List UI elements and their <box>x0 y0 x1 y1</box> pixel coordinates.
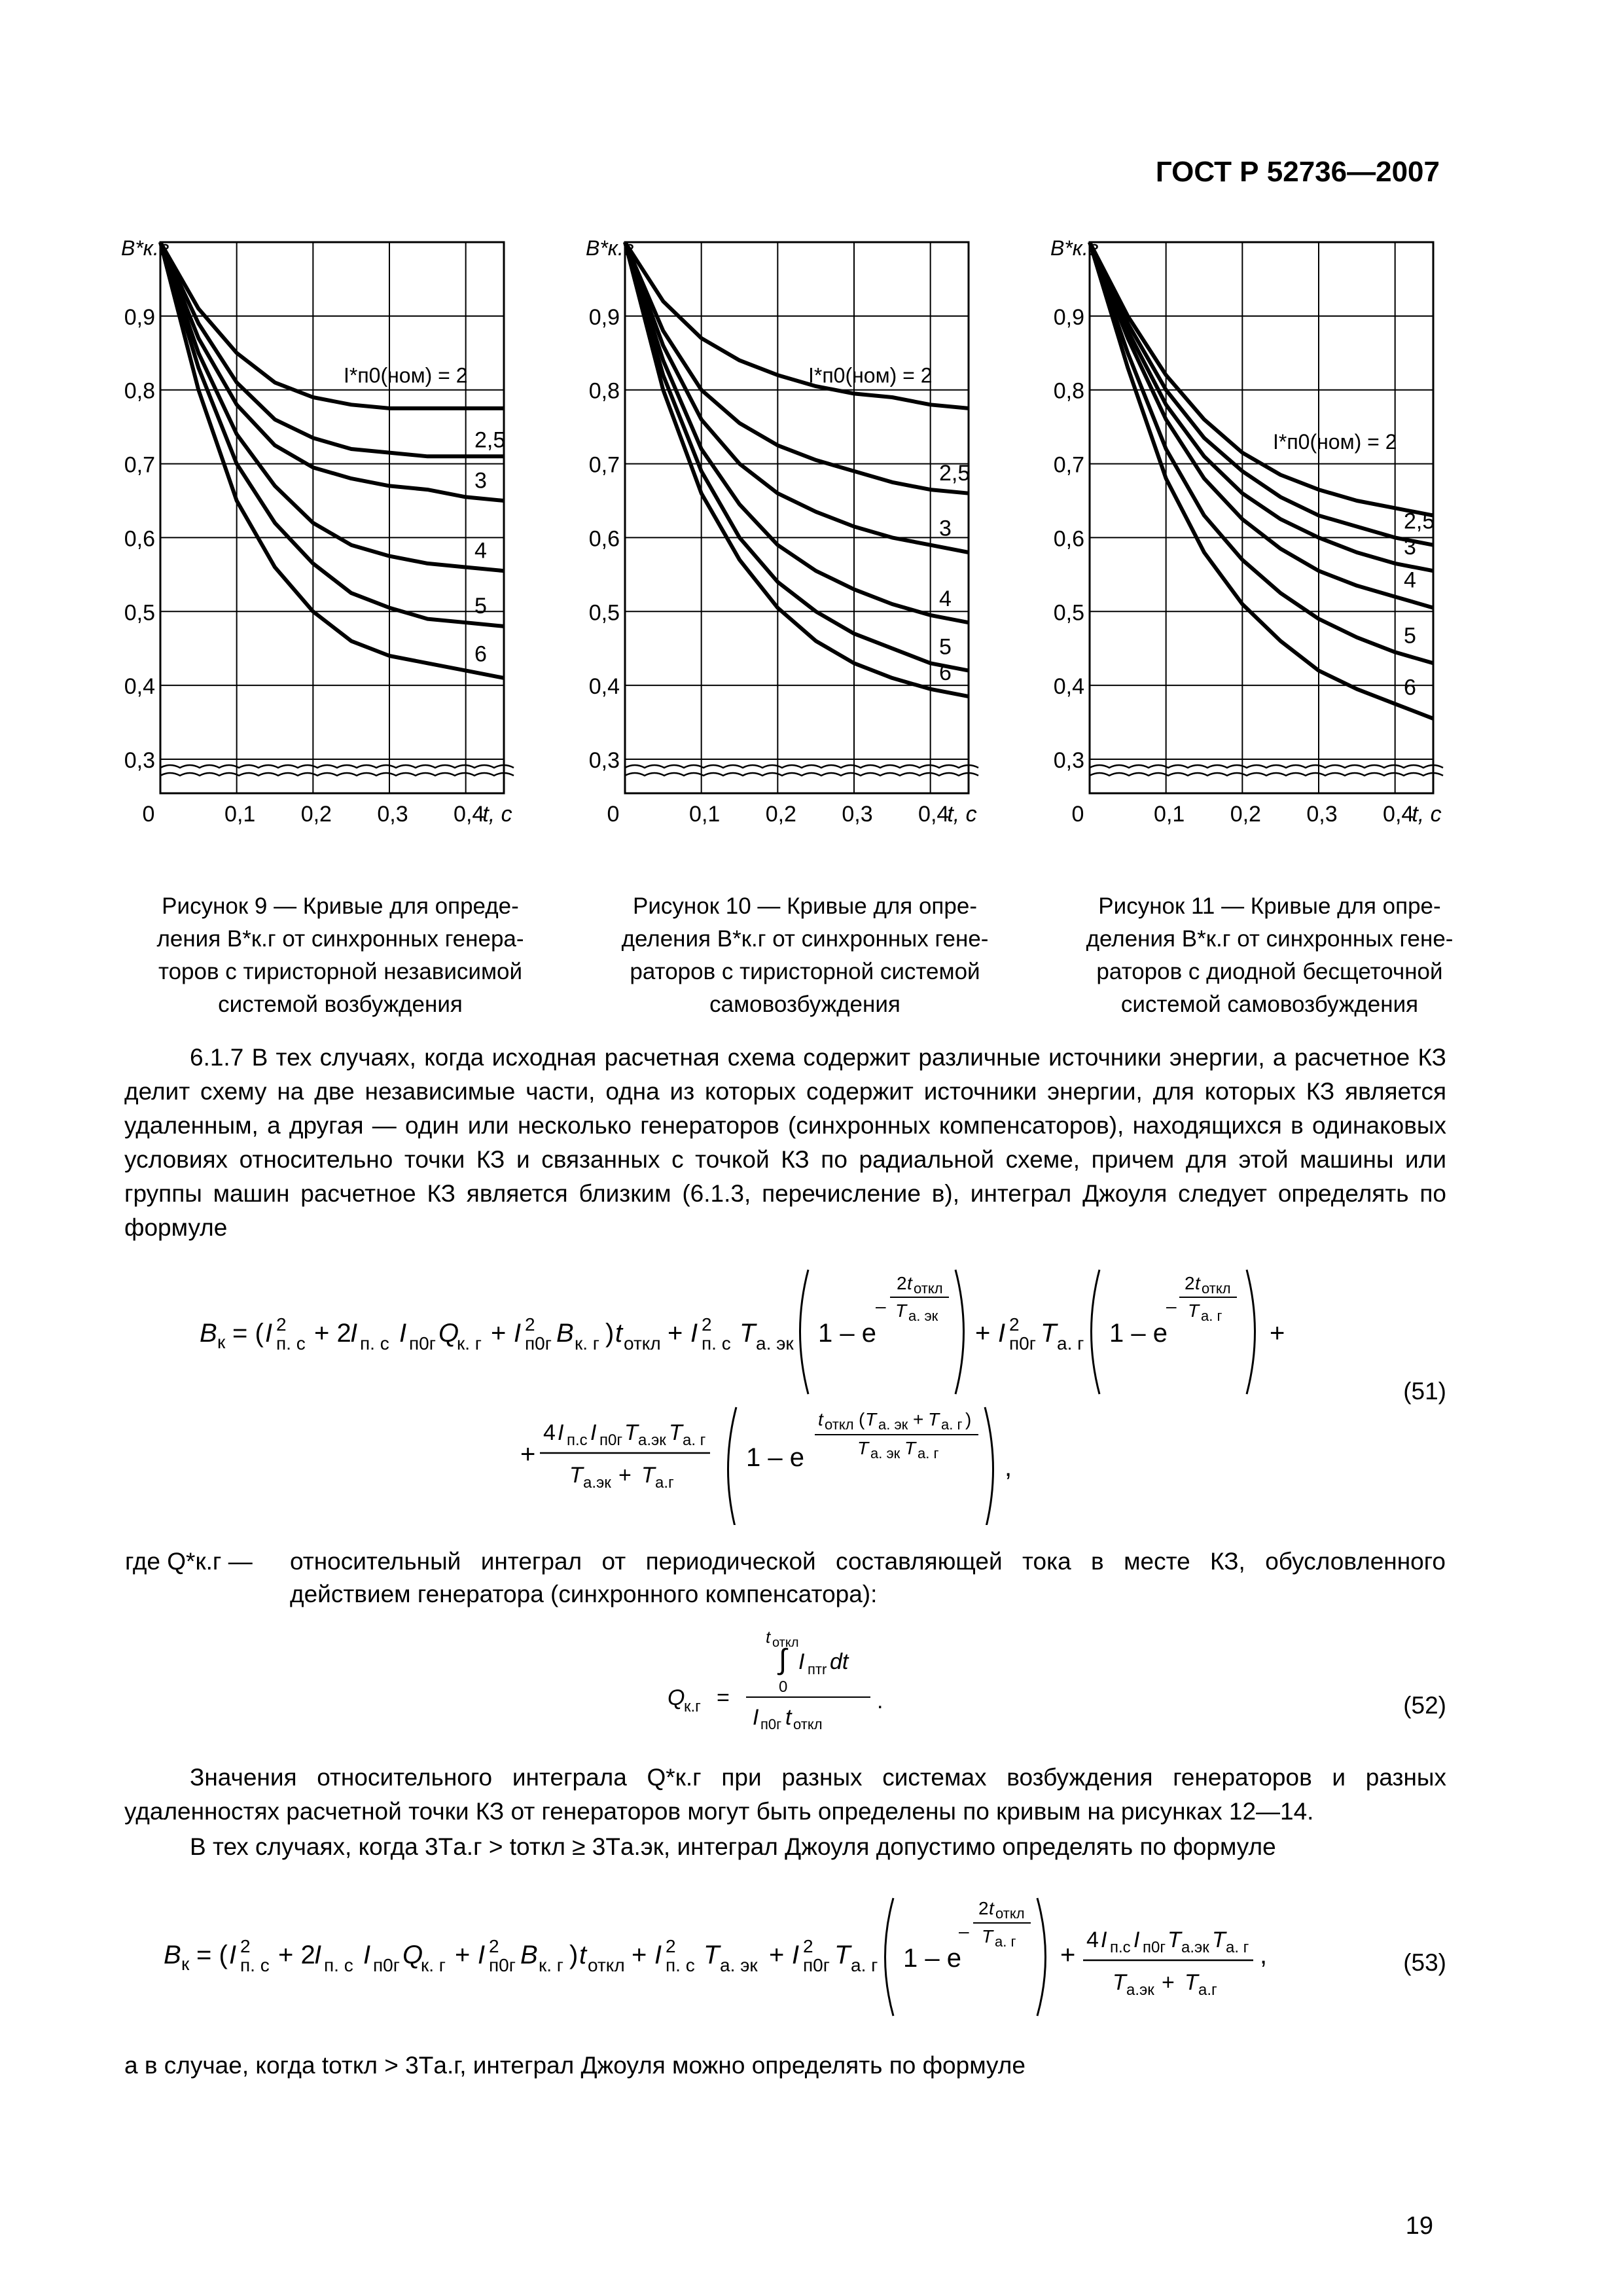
svg-text:п.с: п.с <box>567 1431 588 1449</box>
svg-text:∫: ∫ <box>779 1643 787 1676</box>
svg-text:.: . <box>877 1689 883 1713</box>
svg-text:к. г: к. г <box>539 1955 564 1975</box>
svg-text:к. г: к. г <box>457 1333 482 1354</box>
parameter-label: I*п0(ном) = 2 <box>1273 430 1397 454</box>
y-tick-label: 0,7 <box>124 452 155 478</box>
svg-text:а.эк: а.эк <box>1181 1939 1209 1956</box>
svg-text:T: T <box>928 1409 940 1429</box>
svg-text:а. г: а. г <box>918 1445 939 1462</box>
axis-break <box>625 765 978 768</box>
axis-break <box>160 773 514 776</box>
curve-label: 6 <box>474 641 487 667</box>
svg-text:t: t <box>766 1627 771 1647</box>
caption-line: самовозбуждения <box>709 992 901 1017</box>
y-tick-label: 0,4 <box>124 674 155 700</box>
figure-10-chart <box>573 223 1024 857</box>
svg-text:4: 4 <box>1086 1928 1099 1952</box>
svg-text:T: T <box>857 1438 869 1458</box>
page-number: 19 <box>1405 2212 1433 2240</box>
curve-series-4 <box>625 242 969 622</box>
svg-text:T: T <box>834 1941 851 1969</box>
curve-label: 5 <box>939 634 952 660</box>
svg-text:2: 2 <box>897 1273 907 1293</box>
svg-text:T: T <box>624 1420 638 1445</box>
svg-text:Q: Q <box>438 1319 459 1348</box>
svg-text:I: I <box>350 1319 358 1348</box>
where-text: относительный интеграл от периодической составляющей тока в месте КЗ, обусловленного действием генератора (синхронного компенсатора): <box>290 1548 1446 1607</box>
svg-text:п0г: п0г <box>525 1333 552 1354</box>
plot-frame <box>625 242 969 793</box>
svg-text:+: + <box>769 1941 785 1969</box>
svg-text:а. эк: а. эк <box>908 1308 938 1324</box>
svg-text:t: t <box>579 1941 587 1969</box>
svg-text:dt: dt <box>830 1649 849 1674</box>
svg-text:I: I <box>229 1941 237 1969</box>
svg-text:откл: откл <box>624 1333 661 1354</box>
standard-code: ГОСТ Р 52736—2007 <box>1155 156 1440 188</box>
y-tick-label: 0,9 <box>124 304 155 330</box>
svg-text:+: + <box>1060 1941 1076 1969</box>
x-tick-label: 0,2 <box>765 802 796 827</box>
svg-text:T: T <box>1188 1300 1200 1321</box>
svg-text:п0г: п0г <box>599 1431 623 1449</box>
svg-text:Q: Q <box>668 1685 685 1710</box>
equation-number-53: (53) <box>1403 1949 1446 1976</box>
svg-text:= (: = ( <box>232 1319 264 1348</box>
x-tick-label: 0,1 <box>1154 802 1185 827</box>
svg-text:к. г: к. г <box>575 1333 600 1354</box>
svg-text:а. эк: а. эк <box>720 1955 758 1975</box>
svg-text:откл: откл <box>995 1905 1025 1922</box>
x-tick-label: 0 <box>607 802 620 827</box>
svg-text:а. г: а. г <box>683 1431 706 1449</box>
curve-label: 3 <box>474 468 487 493</box>
caption-line: деления B*к.г от синхронных гене- <box>621 926 989 952</box>
parameter-label: I*п0(ном) = 2 <box>344 363 468 387</box>
svg-text:2: 2 <box>702 1314 712 1335</box>
y-tick-label: 0,6 <box>588 526 620 552</box>
svg-text:п. с: п. с <box>240 1955 270 1975</box>
svg-text:откл: откл <box>793 1716 823 1732</box>
svg-text:+: + <box>1270 1319 1285 1348</box>
equation-number-52: (52) <box>1403 1692 1446 1719</box>
y-tick-label: 0,8 <box>124 378 155 404</box>
svg-text:откл: откл <box>1202 1280 1231 1297</box>
curve-series-3 <box>625 242 969 552</box>
curve-label: 5 <box>1404 623 1416 649</box>
svg-text:а.г: а.г <box>655 1474 674 1492</box>
x-axis-label: t, с <box>1412 802 1442 827</box>
curve-series-6 <box>625 242 969 696</box>
svg-text:I: I <box>363 1941 371 1969</box>
svg-text:п. с: п. с <box>702 1333 731 1354</box>
svg-text:1 – e: 1 – e <box>818 1319 876 1348</box>
caption-line: раторов с тиристорной системой <box>630 959 980 984</box>
svg-text:+: + <box>520 1440 536 1469</box>
svg-text:п0г: п0г <box>489 1955 516 1975</box>
svg-text:T: T <box>1113 1970 1126 1995</box>
x-axis-label: t, с <box>482 802 512 827</box>
svg-text:T: T <box>865 1409 877 1429</box>
svg-text:а. эк: а. эк <box>870 1445 901 1462</box>
paragraph-6-1-7: 6.1.7 В тех случаях, когда исходная расчетная схема содержит различные источники энергии, а расчетное КЗ делит схему на две независимые части, одна из которых содержит источники энергии, для которых КЗ является удаленным, а другая — один или несколько генераторов (синхронных компенсаторов), находящихся в одинаковых условиях относительно точки КЗ и связанных с точкой КЗ по радиальной схеме, причем для этой машины или группы машин расчетное КЗ является близким (6.1.3, перечисление в), интеграл Джоуля следует определять по формуле <box>124 1044 1446 1241</box>
svg-text:1 – e: 1 – e <box>746 1443 804 1472</box>
svg-text:откл: откл <box>914 1280 943 1297</box>
svg-text:+: + <box>668 1319 683 1348</box>
y-tick-label: 0,3 <box>588 748 620 773</box>
svg-text:–: – <box>1166 1296 1177 1316</box>
curve-series-5 <box>625 242 969 671</box>
equation-number-51: (51) <box>1403 1378 1446 1405</box>
svg-text:п. с: п. с <box>360 1333 389 1354</box>
svg-text:2: 2 <box>1185 1273 1195 1293</box>
svg-text:а. г: а. г <box>941 1416 963 1433</box>
svg-text:откл: откл <box>825 1416 854 1433</box>
svg-text:+: + <box>455 1941 471 1969</box>
svg-text:I: I <box>514 1319 522 1348</box>
caption-line: системой самовозбуждения <box>1120 992 1419 1017</box>
curve-label: 2,5 <box>474 427 506 453</box>
svg-text:а. г: а. г <box>1226 1939 1249 1956</box>
axis-break <box>160 765 514 768</box>
x-tick-label: 0,4 <box>454 802 485 827</box>
svg-text:I: I <box>792 1941 800 1969</box>
caption-line: ления B*к.г от синхронных генера- <box>156 926 524 952</box>
y-tick-label: 0,4 <box>588 674 620 700</box>
svg-text:T: T <box>1168 1928 1181 1952</box>
y-tick-label: 0,3 <box>124 748 155 773</box>
svg-text:+: + <box>1162 1970 1175 1995</box>
plot-frame <box>1090 242 1433 793</box>
y-tick-label: 0,5 <box>588 600 620 626</box>
svg-text:а. эк: а. эк <box>756 1333 794 1354</box>
y-axis-label: B*к.г <box>586 236 634 260</box>
curve-series-2 <box>1090 242 1433 516</box>
y-axis-label: B*к.г <box>1050 236 1099 260</box>
y-tick-label: 0,9 <box>1053 304 1084 330</box>
svg-text:t: t <box>907 1273 912 1293</box>
svg-text:= (: = ( <box>196 1941 228 1969</box>
svg-text:п0г: п0г <box>409 1333 436 1354</box>
svg-text:п0г: п0г <box>1009 1333 1036 1354</box>
x-tick-label: 0,2 <box>300 802 332 827</box>
svg-text:I: I <box>753 1705 759 1730</box>
svg-text:2: 2 <box>803 1936 813 1956</box>
svg-text:п. с: п. с <box>276 1333 306 1354</box>
curve-label: 5 <box>474 594 487 619</box>
curve-label: 2,5 <box>1404 509 1435 534</box>
svg-text:,: , <box>1260 1941 1268 1969</box>
paragraph-last: а в случае, когда tоткл > 3Tа.г, интеграл Джоуля можно определять по формуле <box>124 2052 1026 2079</box>
curve-series-4 <box>1090 242 1433 608</box>
svg-text:T: T <box>1041 1319 1057 1348</box>
svg-text:I: I <box>590 1420 597 1445</box>
svg-text:п0г: п0г <box>373 1955 400 1975</box>
svg-text:t: t <box>818 1409 823 1429</box>
svg-text:+: + <box>632 1941 647 1969</box>
x-tick-label: 0 <box>1071 802 1084 827</box>
figure-11-chart <box>1037 223 1489 857</box>
svg-text:1 – e: 1 – e <box>903 1944 961 1973</box>
x-tick-label: 0,3 <box>842 802 873 827</box>
y-tick-label: 0,7 <box>1053 452 1084 478</box>
svg-text:а.эк: а.эк <box>1126 1981 1154 1999</box>
svg-text:t: t <box>785 1705 792 1730</box>
svg-text:B: B <box>164 1941 181 1969</box>
curve-label: 6 <box>939 660 952 685</box>
svg-text:(: ( <box>859 1409 865 1429</box>
svg-text:I: I <box>265 1319 273 1348</box>
parameter-label: I*п0(ном) = 2 <box>808 363 933 387</box>
y-tick-label: 0,3 <box>1053 748 1084 773</box>
where-clause <box>124 1545 1446 1611</box>
svg-text:+: + <box>913 1409 924 1429</box>
svg-text:2: 2 <box>525 1314 535 1335</box>
svg-text:B: B <box>520 1941 538 1969</box>
svg-text:а. г: а. г <box>851 1955 878 1975</box>
caption-line: Рисунок 10 — Кривые для опре- <box>633 893 977 919</box>
svg-text:T: T <box>704 1941 720 1969</box>
svg-text:T: T <box>669 1420 683 1445</box>
axis-break <box>1090 773 1443 776</box>
axis-break <box>625 773 978 776</box>
svg-text:2: 2 <box>978 1898 989 1918</box>
x-tick-label: 0 <box>142 802 155 827</box>
svg-text:T: T <box>904 1438 916 1458</box>
x-tick-label: 0,3 <box>1306 802 1338 827</box>
x-tick-label: 0,2 <box>1230 802 1261 827</box>
caption-line: деления B*к.г от синхронных гене- <box>1086 926 1454 952</box>
svg-text:к.г: к.г <box>684 1698 701 1715</box>
svg-text:+: + <box>491 1319 507 1348</box>
svg-text:t: t <box>615 1319 623 1348</box>
y-axis-label: B*к.г <box>121 236 169 260</box>
svg-text:t: t <box>1195 1273 1200 1293</box>
svg-text:0: 0 <box>779 1678 788 1696</box>
curve-series-6 <box>160 242 504 678</box>
paragraph-values: Значения относительного интеграла Q*к.г при разных системах возбуждения генераторов и разных удаленностях расчетной точки КЗ от генераторов могут быть определены по кривым на рисунках 12—14. <box>124 1764 1446 1825</box>
caption-line: Рисунок 9 — Кривые для опреде- <box>162 893 519 919</box>
svg-text:t: t <box>989 1898 994 1918</box>
svg-text:а. г: а. г <box>995 1933 1016 1950</box>
curve-label: 2,5 <box>939 461 971 486</box>
svg-text:4: 4 <box>543 1420 556 1445</box>
x-tick-label: 0,4 <box>918 802 950 827</box>
paragraph-case: В тех случаях, когда 3Tа.г > tоткл ≥ 3Tа.эк, интеграл Джоуля допустимо определять по формуле <box>190 1833 1276 1860</box>
svg-text:+ 2: + 2 <box>314 1319 351 1348</box>
svg-text:,: , <box>1005 1453 1012 1482</box>
svg-text:T: T <box>1212 1928 1226 1952</box>
svg-text:I: I <box>478 1941 486 1969</box>
svg-text:+: + <box>618 1463 632 1488</box>
curve-label: 4 <box>474 538 487 564</box>
figure-10-caption <box>582 890 1027 1021</box>
y-tick-label: 0,6 <box>1053 526 1084 552</box>
svg-text:I: I <box>558 1420 564 1445</box>
svg-text:п.с: п.с <box>1110 1939 1131 1956</box>
svg-text:2: 2 <box>1009 1314 1020 1335</box>
figure-9-caption <box>118 890 563 1021</box>
svg-text:п0г: п0г <box>1143 1939 1166 1956</box>
svg-text:I: I <box>798 1649 805 1674</box>
svg-text:+ 2: + 2 <box>278 1941 315 1969</box>
svg-text:2: 2 <box>666 1936 676 1956</box>
y-tick-label: 0,8 <box>1053 378 1084 404</box>
y-tick-label: 0,4 <box>1053 674 1084 700</box>
svg-text:): ) <box>569 1941 579 1969</box>
svg-text:T: T <box>641 1463 655 1488</box>
svg-text:а. эк: а. эк <box>878 1416 908 1433</box>
svg-text:B: B <box>200 1319 217 1348</box>
svg-text:B: B <box>556 1319 574 1348</box>
svg-text:I: I <box>654 1941 662 1969</box>
svg-text:Q: Q <box>402 1941 423 1969</box>
x-tick-label: 0,1 <box>224 802 256 827</box>
svg-text:к: к <box>217 1332 226 1352</box>
figure-11-caption <box>1047 890 1492 1021</box>
formula-52 <box>654 1617 916 1748</box>
curve-label: 3 <box>1404 534 1416 560</box>
svg-text:1 – e: 1 – e <box>1109 1319 1168 1348</box>
svg-text:2: 2 <box>276 1314 287 1335</box>
axis-break <box>1090 765 1443 768</box>
y-tick-label: 0,7 <box>588 452 620 478</box>
x-axis-label: t, с <box>947 802 977 827</box>
svg-text:а.г: а.г <box>1198 1981 1217 1999</box>
svg-text:а. г: а. г <box>1201 1308 1222 1324</box>
svg-text:+: + <box>975 1319 991 1348</box>
svg-text:): ) <box>605 1319 615 1348</box>
caption-line: Рисунок 11 — Кривые для опре- <box>1098 893 1441 919</box>
svg-text:2: 2 <box>489 1936 499 1956</box>
svg-text:I: I <box>690 1319 698 1348</box>
svg-text:=: = <box>717 1685 730 1710</box>
svg-text:): ) <box>965 1409 972 1429</box>
svg-text:–: – <box>876 1296 886 1316</box>
caption-line: системой возбуждения <box>218 992 463 1017</box>
formula-53 <box>124 1892 1387 2022</box>
svg-text:T: T <box>1185 1970 1198 1995</box>
svg-text:откл: откл <box>772 1636 799 1650</box>
svg-text:I: I <box>998 1319 1006 1348</box>
x-tick-label: 0,3 <box>377 802 408 827</box>
svg-text:I: I <box>1101 1928 1107 1952</box>
svg-text:а.эк: а.эк <box>583 1474 611 1492</box>
curve-label: 4 <box>939 586 952 611</box>
curve-label: 6 <box>1404 675 1416 700</box>
svg-text:п0г: п0г <box>803 1955 830 1975</box>
svg-text:п0г: п0г <box>760 1716 782 1732</box>
svg-text:I: I <box>1133 1928 1140 1952</box>
y-tick-label: 0,9 <box>588 304 620 330</box>
x-tick-label: 0,4 <box>1383 802 1414 827</box>
svg-text:к. г: к. г <box>421 1955 446 1975</box>
svg-text:откл: откл <box>588 1955 625 1975</box>
y-tick-label: 0,5 <box>1053 600 1084 626</box>
caption-line: раторов с диодной бесщеточной <box>1096 959 1443 984</box>
where-label: где Q*к.г — <box>125 1548 253 1575</box>
svg-text:а.эк: а.эк <box>638 1431 666 1449</box>
y-tick-label: 0,5 <box>124 600 155 626</box>
formula-51 <box>124 1250 1446 1525</box>
svg-text:I: I <box>314 1941 322 1969</box>
svg-text:птr: птr <box>808 1661 827 1677</box>
svg-text:–: – <box>959 1921 969 1941</box>
svg-text:I: I <box>399 1319 407 1348</box>
svg-text:T: T <box>569 1463 583 1488</box>
caption-line: торов с тиристорной независимой <box>158 959 523 984</box>
curve-label: 3 <box>939 516 952 541</box>
svg-text:T: T <box>895 1300 907 1321</box>
svg-text:п. с: п. с <box>666 1955 695 1975</box>
y-tick-label: 0,6 <box>124 526 155 552</box>
curve-series-2,5 <box>1090 242 1433 545</box>
svg-text:T: T <box>982 1926 993 1946</box>
curve-label: 4 <box>1404 567 1416 593</box>
figure-9-chart <box>108 223 560 857</box>
svg-text:к: к <box>181 1954 190 1974</box>
svg-text:2: 2 <box>240 1936 251 1956</box>
svg-text:T: T <box>740 1319 756 1348</box>
x-tick-label: 0,1 <box>689 802 721 827</box>
y-tick-label: 0,8 <box>588 378 620 404</box>
svg-text:а. г: а. г <box>1057 1333 1084 1354</box>
svg-text:п. с: п. с <box>324 1955 353 1975</box>
